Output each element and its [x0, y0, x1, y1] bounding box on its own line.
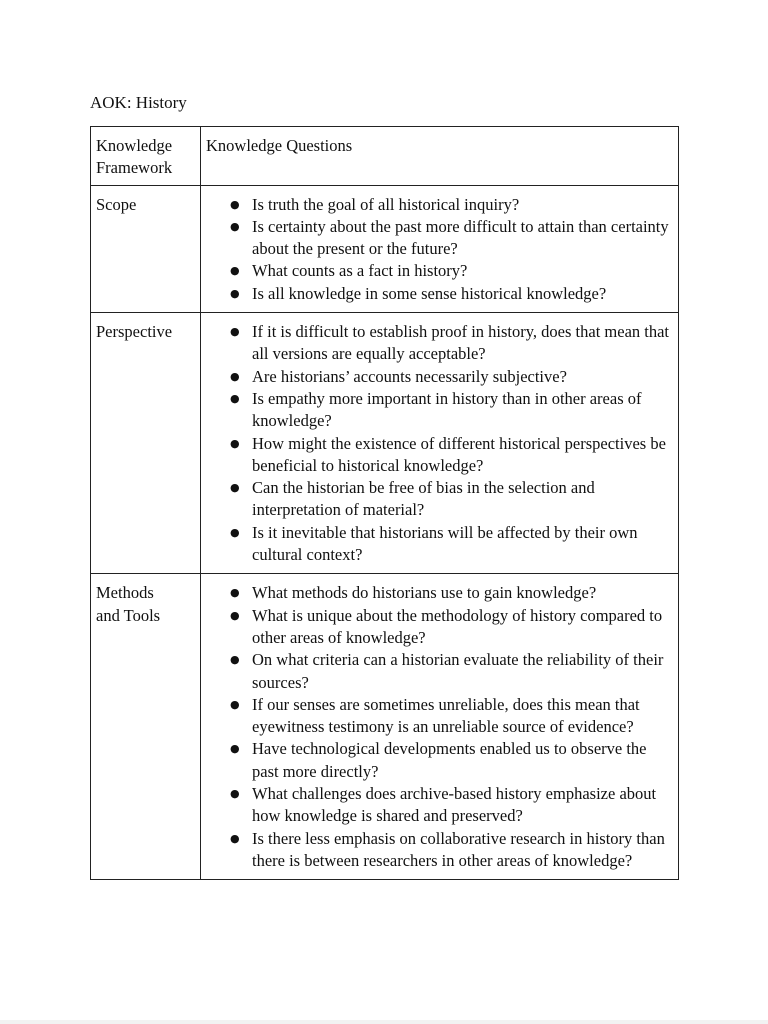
row-label-text-line1: Methods — [96, 583, 154, 603]
table-header-row — [91, 127, 679, 186]
page-bottom-edge — [0, 1020, 768, 1024]
question-item: ● Is certainty about the past more difficult to attain than certainty about the present or the future? — [252, 216, 672, 261]
question-item: ● Can the historian be free of bias in the selection and interpretation of material? — [252, 477, 672, 522]
question-item: ● Is truth the goal of all historical inquiry? — [252, 194, 672, 216]
row-questions-perspective — [201, 313, 679, 574]
header-col1-line1: Knowledge — [96, 136, 173, 155]
table-row-scope — [91, 185, 679, 312]
question-item: ● If it is difficult to establish proof in history, does that mean that all versions are equally acceptable? — [252, 321, 672, 366]
header-knowledge-framework — [91, 127, 201, 186]
row-label-methods-and-tools — [91, 574, 201, 880]
row-questions-scope — [201, 185, 679, 312]
question-item: ● What counts as a fact in history? — [252, 260, 672, 282]
knowledge-questions-table — [90, 126, 679, 880]
question-item: ● Is there less emphasis on collaborative research in history than there is between researchers in other areas of knowledge? — [252, 828, 672, 873]
document-title: AOK: History — [90, 93, 187, 112]
question-item: ● On what criteria can a historian evaluate the reliability of their sources? — [252, 649, 672, 694]
table-row-methods-and-tools — [91, 574, 679, 880]
question-item: ● Is all knowledge in some sense historical knowledge? — [252, 283, 672, 305]
question-item: ● What is unique about the methodology of history compared to other areas of knowledge? — [252, 605, 672, 650]
question-item: ● Are historians’ accounts necessarily subjective? — [252, 366, 672, 388]
row-label-text: Perspective — [96, 322, 173, 342]
header-col1-line2: Framework — [96, 158, 173, 178]
question-list — [206, 582, 672, 872]
question-item: ● If our senses are sometimes unreliable, does this mean that eyewitness testimony is an unreliable source of evidence? — [252, 694, 672, 739]
question-item: ● Is it inevitable that historians will be affected by their own cultural context? — [252, 522, 672, 567]
header-col2-label: Knowledge Questions — [206, 136, 353, 155]
question-list — [206, 194, 672, 305]
question-item: ● How might the existence of different historical perspectives be beneficial to historical knowledge? — [252, 433, 672, 478]
question-list — [206, 321, 672, 566]
header-knowledge-questions — [201, 127, 679, 186]
table-row-perspective — [91, 313, 679, 574]
question-item: ● Is empathy more important in history than in other areas of knowledge? — [252, 388, 672, 433]
row-label-scope — [91, 185, 201, 312]
question-item: ● What methods do historians use to gain knowledge? — [252, 582, 672, 604]
row-label-text: Scope — [96, 194, 137, 214]
question-item: ● Have technological developments enabled us to observe the past more directly? — [252, 738, 672, 783]
row-label-perspective — [91, 313, 201, 574]
question-item: ● What challenges does archive-based history emphasize about how knowledge is shared and preserved? — [252, 783, 672, 828]
row-questions-methods-and-tools — [201, 574, 679, 880]
row-label-text-line2: and Tools — [96, 605, 161, 625]
